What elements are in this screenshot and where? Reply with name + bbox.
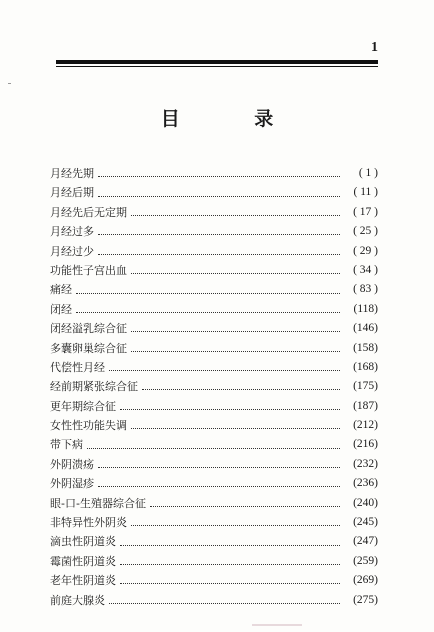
header-rule-thin — [56, 66, 378, 67]
toc-entry — [50, 242, 378, 261]
toc-dot-leader — [109, 603, 340, 604]
toc-entry-page: ( 29 ) — [353, 244, 378, 257]
toc-dot-leader — [76, 293, 340, 294]
toc-entry — [50, 203, 378, 222]
toc-dot-leader — [98, 176, 340, 177]
page-title: 目 录 — [160, 108, 308, 130]
toc-entry-page: ( 17 ) — [353, 205, 378, 218]
toc-entry-page: ( 34 ) — [353, 263, 378, 276]
toc-entry-label: 带下病 — [50, 438, 83, 452]
toc-entry — [50, 571, 378, 590]
toc-entry-label: 老年性阴道炎 — [50, 574, 116, 588]
toc-entry-label: 眼-口-生殖器综合征 — [50, 496, 146, 510]
toc-entry — [50, 552, 378, 571]
toc-dot-leader — [131, 215, 340, 216]
toc-entry — [50, 280, 378, 299]
table-of-contents — [50, 164, 378, 610]
toc-entry — [50, 377, 378, 396]
toc-entry-label: 多囊卵巢综合征 — [50, 341, 127, 355]
toc-entry — [50, 319, 378, 338]
toc-dot-leader — [98, 254, 340, 255]
toc-entry-label: 霉菌性阴道炎 — [50, 554, 116, 568]
toc-dot-leader — [131, 351, 340, 352]
toc-entry-page: (259) — [353, 554, 378, 567]
toc-dot-leader — [150, 506, 340, 507]
toc-entry — [50, 435, 378, 454]
toc-entry — [50, 513, 378, 532]
toc-entry-label: 月经过多 — [50, 225, 94, 239]
toc-dot-leader — [120, 564, 340, 565]
toc-entry — [50, 222, 378, 241]
toc-entry-page: (146) — [353, 322, 378, 335]
toc-entry-label: 滴虫性阴道炎 — [50, 535, 116, 549]
toc-entry-label: 外阴溃疡 — [50, 457, 94, 471]
bottom-smudge — [252, 624, 302, 626]
toc-dot-leader — [131, 273, 340, 274]
toc-dot-leader — [109, 370, 340, 371]
toc-entry-label: 月经先后无定期 — [50, 205, 127, 219]
toc-entry-page: (158) — [353, 341, 378, 354]
toc-entry-page: (269) — [353, 574, 378, 587]
toc-entry-label: 月经先期 — [50, 167, 94, 180]
toc-dot-leader — [76, 312, 340, 313]
toc-dot-leader — [131, 331, 340, 332]
toc-entry-label: 前庭大腺炎 — [50, 593, 105, 607]
page-number: 1 — [371, 40, 378, 55]
toc-dot-leader — [131, 428, 340, 429]
toc-entry — [50, 455, 378, 474]
toc-entry — [50, 416, 378, 435]
toc-entry-label: 痛经 — [50, 283, 72, 297]
toc-entry — [50, 183, 378, 202]
toc-entry-label: 月经后期 — [50, 186, 94, 200]
toc-entry — [50, 474, 378, 493]
toc-entry-label: 外阴湿疹 — [50, 477, 94, 491]
toc-dot-leader — [87, 448, 340, 449]
toc-entry — [50, 164, 378, 183]
toc-entry-label: 月经过少 — [50, 244, 94, 258]
toc-dot-leader — [131, 525, 340, 526]
toc-entry — [50, 494, 378, 513]
toc-entry-page: (240) — [353, 496, 378, 509]
toc-dot-leader — [120, 545, 340, 546]
toc-entry — [50, 300, 378, 319]
toc-entry-label: 闭经 — [50, 302, 72, 316]
toc-entry — [50, 397, 378, 416]
toc-entry-page: ( 1 ) — [358, 167, 378, 179]
toc-dot-leader — [98, 234, 340, 235]
toc-entry-label: 更年期综合征 — [50, 399, 116, 413]
toc-dot-leader — [142, 389, 340, 390]
toc-entry-page: (212) — [353, 419, 378, 432]
toc-dot-leader — [98, 196, 340, 197]
toc-entry — [50, 591, 378, 610]
toc-entry-page: ( 25 ) — [353, 225, 378, 238]
toc-entry-page: (275) — [353, 593, 378, 606]
toc-entry — [50, 261, 378, 280]
header-rule-thick — [56, 60, 378, 64]
toc-entry-label: 代偿性月经 — [50, 360, 105, 374]
margin-mark — [8, 83, 11, 84]
toc-entry-page: (118) — [353, 302, 378, 315]
toc-entry-page: ( 11 ) — [353, 186, 378, 199]
toc-entry-label: 经前期紧张综合征 — [50, 380, 138, 394]
toc-entry-page: (232) — [353, 457, 378, 470]
toc-entry-page: ( 83 ) — [353, 283, 378, 296]
toc-entry-page: (216) — [353, 438, 378, 451]
toc-entry-label: 功能性子宫出血 — [50, 263, 127, 277]
toc-entry-page: (168) — [353, 360, 378, 373]
toc-entry-page: (236) — [353, 477, 378, 490]
toc-dot-leader — [120, 583, 340, 584]
toc-dot-leader — [120, 409, 340, 410]
toc-dot-leader — [98, 467, 340, 468]
toc-dot-leader — [98, 486, 340, 487]
toc-entry — [50, 532, 378, 551]
toc-entry — [50, 358, 378, 377]
toc-entry-page: (245) — [353, 516, 378, 529]
toc-entry-label: 闭经溢乳综合征 — [50, 322, 127, 336]
toc-entry-label: 非特异性外阴炎 — [50, 516, 127, 530]
toc-entry-page: (187) — [353, 399, 378, 412]
toc-entry-label: 女性性功能失调 — [50, 419, 127, 433]
toc-entry — [50, 339, 378, 358]
toc-entry-page: (247) — [353, 535, 378, 548]
toc-entry-page: (175) — [353, 380, 378, 393]
